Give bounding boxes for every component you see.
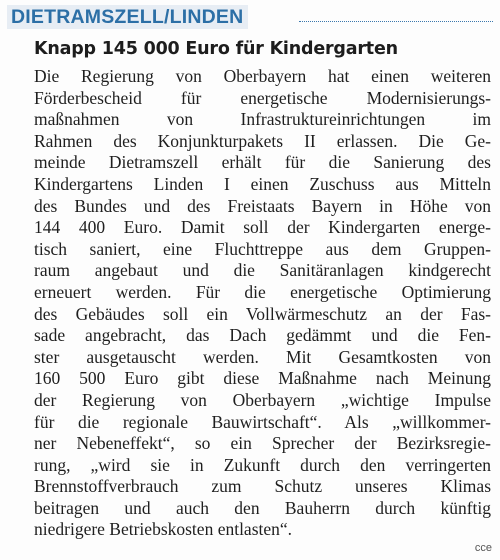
- section-header: [7, 5, 493, 29]
- body-line: Rahmen des Konjunkturpakets II erlassen. Die Ge-: [34, 130, 491, 151]
- body-line: Brennstoffverbrauch zum Schutz unseres Klimas: [34, 476, 491, 497]
- body-line: ster ausgetauscht werden. Mit Gesamtkosten von: [34, 346, 491, 367]
- body-line: des Gebäudes soll ein Vollwärmeschutz an der Fas-: [34, 303, 491, 324]
- headline: Knapp 145 000 Euro für Kindergarten: [34, 39, 398, 59]
- body-line: ner Nebeneffekt“, so ein Sprecher der Bezirksregie-: [34, 433, 491, 454]
- body-line: meinde Dietramszell erhält für die Sanierung des: [34, 152, 491, 173]
- body-line: rung, „wird sie in Zukunft durch den verringerten: [34, 454, 491, 475]
- body-line: der Regierung von Oberbayern „wichtige Impulse: [34, 389, 491, 410]
- dotted-rule: [299, 21, 493, 22]
- body-line: Die Regierung von Oberbayern hat einen weiteren: [34, 66, 491, 86]
- author-credit: cce: [474, 542, 492, 554]
- body-line: 160 500 Euro gibt diese Maßnahme nach Meinung: [34, 368, 491, 389]
- body-line: beitragen und auch den Bauherrn durch künftig: [34, 497, 491, 518]
- body-line: maßnahmen von Infrastruktureinrichtungen im: [34, 109, 491, 130]
- section-kicker: DIETRAMSZELL/LINDEN: [7, 5, 248, 29]
- body-line: 144 400 Euro. Damit soll der Kindergarten energe-: [34, 217, 491, 238]
- body-line: Förderbescheid für energetische Modernisierungs-: [34, 87, 491, 108]
- body-line: raum angebaut und die Sanitäranlagen kindgerecht: [34, 260, 491, 281]
- body-line: des Bundes und des Freistaats Bayern in Höhe von: [34, 195, 491, 216]
- article-body: [34, 66, 491, 541]
- body-line: für die regionale Bauwirtschaft“. Als „willkommer-: [34, 411, 491, 432]
- body-line: tisch saniert, eine Fluchttreppe aus dem Gruppen-: [34, 238, 491, 259]
- body-line: erneuert werden. Für die energetische Optimierung: [34, 281, 491, 302]
- body-line: niedrigere Betriebskosten entlasten“.: [34, 519, 293, 540]
- body-line: sade angebracht, das Dach gedämmt und die Fen-: [34, 325, 491, 346]
- body-line: Kindergartens Linden I einen Zuschuss aus Mitteln: [34, 173, 491, 194]
